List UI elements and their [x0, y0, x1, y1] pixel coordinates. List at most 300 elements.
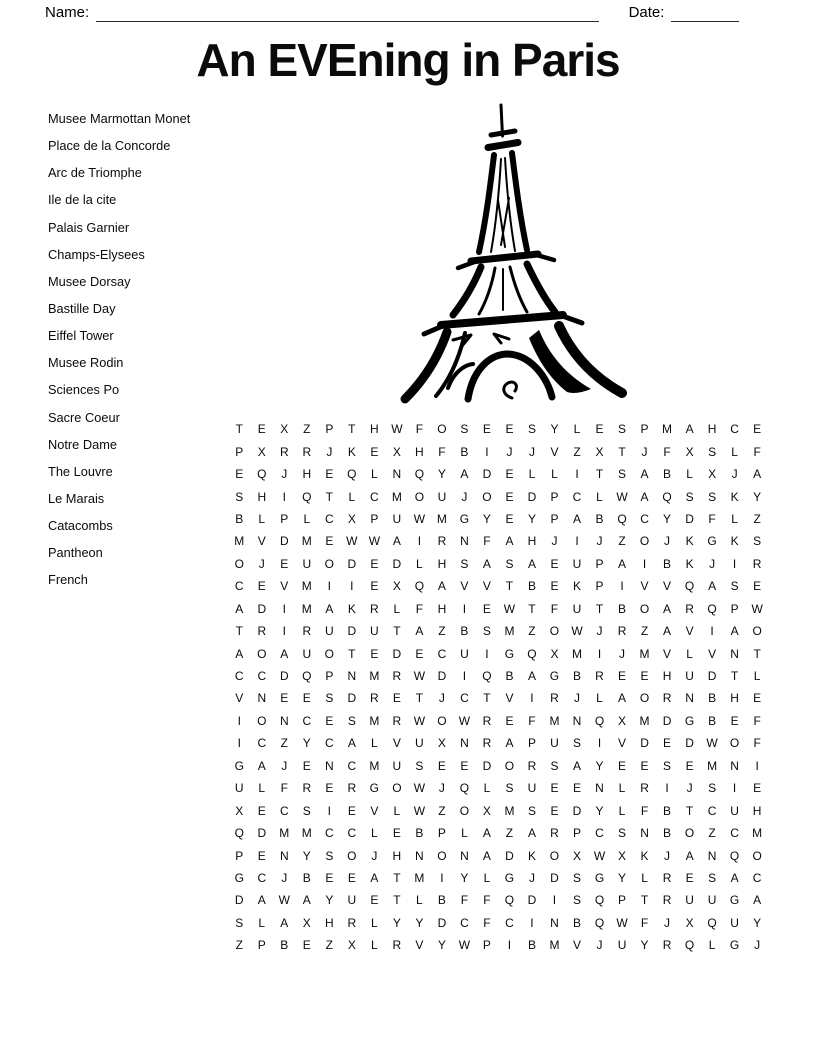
- grid-cell: A: [640, 489, 649, 504]
- grid-cell: M: [414, 870, 425, 885]
- grid-cell: I: [665, 781, 669, 796]
- grid-cell: R: [370, 601, 379, 616]
- grid-cell: Q: [504, 893, 515, 908]
- grid-cell: E: [392, 826, 401, 841]
- grid-cell: T: [505, 579, 514, 594]
- grid-cell: E: [257, 803, 266, 818]
- grid-cell: M: [279, 826, 290, 841]
- grid-cell: C: [370, 489, 379, 504]
- grid-cell: E: [280, 691, 289, 706]
- grid-cell: I: [552, 893, 557, 908]
- grid-cell: I: [327, 579, 331, 594]
- grid-cell: C: [505, 915, 514, 930]
- grid-cell: W: [413, 713, 426, 728]
- grid-cell: A: [460, 467, 469, 482]
- grid-cell: O: [324, 646, 334, 661]
- grid-cell: Y: [753, 915, 762, 930]
- grid-cell: I: [507, 938, 512, 953]
- grid-cell: I: [620, 579, 624, 594]
- grid-cell: W: [751, 601, 763, 616]
- grid-cell: W: [368, 534, 381, 549]
- grid-cell: E: [618, 669, 627, 684]
- name-label: Name:: [45, 4, 90, 21]
- grid-cell: Z: [573, 444, 581, 459]
- word-item: Musee Marmottan Monet: [48, 111, 191, 126]
- grid-cell: N: [347, 669, 357, 684]
- grid-cell: M: [369, 758, 380, 773]
- grid-cell: U: [730, 803, 739, 818]
- grid-cell: A: [482, 848, 491, 863]
- grid-cell: Q: [527, 646, 537, 661]
- grid-cell: F: [663, 444, 671, 459]
- grid-cell: H: [257, 489, 267, 504]
- grid-cell: T: [483, 691, 491, 706]
- grid-cell: F: [483, 915, 491, 930]
- grid-cell: O: [549, 848, 560, 863]
- grid-cell: H: [437, 601, 447, 616]
- grid-cell: T: [393, 870, 401, 885]
- grid-cell: O: [347, 848, 357, 863]
- grid-cell: U: [347, 893, 357, 908]
- grid-cell: B: [527, 938, 536, 953]
- grid-cell: Q: [347, 467, 357, 482]
- grid-cell: X: [618, 848, 627, 863]
- grid-cell: J: [731, 467, 738, 482]
- grid-cell: A: [730, 624, 739, 639]
- grid-cell: O: [437, 422, 447, 437]
- grid-cell: I: [237, 736, 241, 751]
- grid-cell: N: [392, 467, 402, 482]
- grid-cell: B: [280, 938, 289, 953]
- grid-cell: A: [505, 534, 514, 549]
- grid-cell: C: [257, 736, 267, 751]
- grid-cell: M: [301, 534, 312, 549]
- grid-cell: O: [504, 758, 515, 773]
- grid-cell: E: [415, 646, 424, 661]
- grid-cell: U: [550, 736, 559, 751]
- word-item: Sacre Coeur: [48, 409, 120, 425]
- grid-cell: Q: [662, 489, 672, 504]
- grid-cell: M: [504, 803, 515, 818]
- grid-cell: R: [550, 691, 559, 706]
- grid-cell: Y: [302, 736, 311, 751]
- grid-cell: D: [482, 758, 492, 773]
- grid-cell: R: [595, 669, 604, 684]
- word-item: Arc de Triomphe: [48, 165, 142, 181]
- grid-cell: E: [370, 579, 379, 594]
- grid-cell: B: [460, 624, 469, 639]
- grid-cell: L: [416, 556, 423, 571]
- grid-cell: Y: [325, 893, 334, 908]
- grid-cell: R: [685, 601, 694, 616]
- grid-cell: S: [550, 758, 559, 773]
- grid-cell: X: [595, 444, 604, 459]
- grid-cell: E: [370, 444, 379, 459]
- grid-cell: V: [505, 691, 514, 706]
- grid-cell: W: [278, 893, 290, 908]
- grid-cell: L: [731, 511, 738, 526]
- grid-cell: V: [280, 579, 289, 594]
- grid-cell: V: [235, 691, 244, 706]
- grid-cell: J: [664, 848, 671, 863]
- grid-cell: T: [325, 489, 333, 504]
- grid-cell: T: [393, 624, 401, 639]
- grid-cell: A: [302, 893, 311, 908]
- grid-cell: S: [753, 534, 762, 549]
- grid-cell: J: [281, 758, 288, 773]
- grid-cell: J: [371, 848, 378, 863]
- grid-cell: I: [732, 556, 737, 571]
- grid-cell: Z: [235, 938, 243, 953]
- grid-cell: C: [324, 826, 334, 841]
- grid-cell: U: [617, 938, 627, 953]
- grid-cell: E: [370, 893, 379, 908]
- grid-cell: M: [549, 938, 560, 953]
- grid-cell: E: [437, 758, 446, 773]
- grid-cell: S: [663, 758, 672, 773]
- grid-cell: B: [618, 601, 627, 616]
- grid-cell: I: [597, 736, 602, 751]
- grid-cell: W: [413, 781, 426, 796]
- grid-cell: A: [257, 758, 266, 773]
- grid-cell: N: [685, 691, 694, 706]
- grid-cell: Q: [302, 669, 312, 684]
- grid-cell: C: [234, 669, 244, 684]
- grid-cell: Y: [482, 511, 491, 526]
- grid-cell: P: [550, 511, 559, 526]
- name-blank-line[interactable]: [96, 6, 599, 22]
- grid-cell: D: [527, 893, 537, 908]
- date-blank-line[interactable]: [671, 6, 739, 22]
- grid-cell: J: [438, 781, 445, 796]
- grid-cell: A: [482, 556, 491, 571]
- grid-cell: Y: [460, 870, 469, 885]
- grid-cell: K: [640, 848, 649, 863]
- grid-cell: H: [707, 422, 717, 437]
- grid-cell: F: [753, 444, 761, 459]
- grid-cell: N: [279, 848, 289, 863]
- grid-cell: J: [528, 444, 535, 459]
- grid-cell: I: [530, 691, 534, 706]
- grid-cell: F: [708, 511, 716, 526]
- grid-cell: D: [550, 870, 559, 885]
- grid-cell: S: [708, 870, 717, 885]
- grid-cell: L: [483, 870, 491, 885]
- grid-cell: X: [302, 915, 311, 930]
- grid-cell: E: [325, 467, 334, 482]
- grid-cell: S: [572, 893, 581, 908]
- grid-cell: R: [392, 713, 402, 728]
- grid-cell: J: [641, 444, 648, 459]
- grid-cell: W: [616, 489, 628, 504]
- grid-cell: C: [572, 489, 582, 504]
- grid-cell: P: [527, 736, 536, 751]
- grid-cell: C: [640, 511, 649, 526]
- grid-cell: I: [642, 556, 647, 571]
- grid-cell: T: [235, 624, 243, 639]
- grid-cell: Q: [684, 579, 695, 594]
- grid-cell: D: [257, 826, 267, 841]
- grid-cell: R: [437, 534, 447, 549]
- grid-cell: T: [528, 601, 536, 616]
- grid-cell: E: [347, 803, 356, 818]
- grid-cell: G: [504, 870, 515, 885]
- grid-cell: R: [347, 781, 357, 796]
- grid-cell: I: [710, 624, 714, 639]
- grid-cell: E: [595, 422, 604, 437]
- grid-cell: V: [460, 579, 469, 594]
- grid-cell: N: [707, 848, 717, 863]
- grid-cell: A: [257, 893, 266, 908]
- grid-cell: Z: [280, 736, 288, 751]
- grid-cell: N: [460, 736, 469, 751]
- grid-cell: A: [370, 870, 379, 885]
- grid-cell: S: [572, 870, 581, 885]
- grid-cell: S: [572, 736, 581, 751]
- grid-cell: Q: [594, 713, 605, 728]
- grid-cell: E: [302, 691, 311, 706]
- grid-cell: M: [504, 624, 515, 639]
- grid-cell: A: [708, 579, 717, 594]
- grid-cell: T: [393, 893, 401, 908]
- grid-cell: J: [551, 534, 558, 549]
- grid-cell: A: [730, 870, 739, 885]
- grid-cell: D: [234, 893, 244, 908]
- grid-cell: M: [571, 646, 582, 661]
- grid-cell: L: [753, 669, 761, 684]
- grid-cell: O: [752, 624, 762, 639]
- grid-cell: A: [347, 736, 356, 751]
- grid-cell: E: [302, 758, 311, 773]
- grid-cell: U: [234, 781, 244, 796]
- grid-cell: I: [462, 669, 467, 684]
- grid-cell: I: [417, 534, 422, 549]
- grid-cell: A: [618, 556, 627, 571]
- grid-cell: E: [685, 758, 694, 773]
- grid-cell: E: [685, 870, 694, 885]
- grid-cell: D: [437, 669, 447, 684]
- grid-cell: D: [572, 803, 582, 818]
- grid-cell: U: [437, 489, 447, 504]
- grid-cell: H: [662, 669, 672, 684]
- grid-cell: H: [527, 534, 537, 549]
- grid-cell: P: [280, 511, 289, 526]
- grid-cell: A: [572, 758, 581, 773]
- grid-cell: J: [326, 444, 333, 459]
- word-item: Notre Dame: [48, 436, 117, 452]
- grid-cell: D: [505, 848, 514, 863]
- grid-cell: Y: [437, 467, 446, 482]
- grid-cell: M: [301, 579, 312, 594]
- grid-cell: Y: [618, 870, 627, 885]
- grid-cell: G: [504, 646, 515, 661]
- grid-cell: D: [527, 489, 537, 504]
- grid-cell: H: [752, 803, 762, 818]
- grid-cell: H: [415, 444, 424, 459]
- grid-cell: D: [437, 915, 447, 930]
- grid-cell: S: [730, 579, 739, 594]
- grid-cell: F: [528, 713, 536, 728]
- grid-cell: E: [505, 511, 514, 526]
- word-item: Champs-Elysees: [48, 246, 145, 262]
- grid-cell: A: [640, 467, 649, 482]
- grid-cell: L: [596, 691, 603, 706]
- grid-cell: E: [550, 556, 559, 571]
- grid-cell: D: [347, 624, 357, 639]
- grid-cell: A: [482, 826, 491, 841]
- grid-cell: O: [684, 826, 695, 841]
- grid-cell: P: [618, 893, 627, 908]
- grid-cell: B: [663, 467, 672, 482]
- grid-cell: P: [370, 511, 379, 526]
- grid-cell: O: [437, 848, 447, 863]
- grid-cell: R: [392, 938, 402, 953]
- grid-cell: D: [482, 467, 492, 482]
- grid-cell: Z: [505, 826, 514, 841]
- grid-cell: O: [392, 781, 402, 796]
- grid-cell: C: [460, 915, 469, 930]
- grid-cell: D: [347, 691, 357, 706]
- grid-cell: J: [596, 534, 603, 549]
- grid-cell: Y: [550, 422, 559, 437]
- grid-cell: S: [325, 848, 334, 863]
- grid-cell: P: [482, 938, 491, 953]
- grid-cell: A: [325, 601, 334, 616]
- grid-cell: P: [550, 489, 559, 504]
- grid-cell: R: [347, 915, 357, 930]
- grid-cell: I: [327, 803, 331, 818]
- grid-cell: M: [369, 713, 380, 728]
- page-title: An EVEning in Paris: [196, 34, 620, 86]
- grid-cell: J: [258, 556, 265, 571]
- grid-cell: T: [595, 467, 604, 482]
- grid-cell: A: [572, 511, 581, 526]
- grid-cell: R: [482, 713, 492, 728]
- grid-cell: J: [528, 870, 535, 885]
- date-label: Date:: [628, 4, 665, 21]
- grid-cell: K: [572, 579, 581, 594]
- grid-cell: W: [458, 938, 471, 953]
- grid-cell: W: [571, 624, 583, 639]
- grid-cell: P: [325, 422, 334, 437]
- eiffel-tower-illustration: [391, 102, 631, 407]
- grid-cell: P: [325, 669, 334, 684]
- grid-cell: A: [280, 915, 289, 930]
- grid-cell: A: [527, 556, 536, 571]
- word-search-grid: [228, 418, 768, 957]
- grid-cell: W: [503, 601, 516, 616]
- grid-cell: K: [527, 848, 536, 863]
- grid-cell: K: [347, 601, 356, 616]
- grid-cell: Y: [640, 938, 649, 953]
- grid-cell: L: [371, 915, 378, 930]
- word-item: Musee Rodin: [48, 355, 124, 371]
- grid-cell: S: [505, 556, 514, 571]
- grid-cell: A: [685, 422, 694, 437]
- grid-cell: A: [753, 467, 762, 482]
- grid-cell: O: [324, 556, 334, 571]
- grid-cell: S: [347, 713, 356, 728]
- grid-cell: X: [685, 915, 694, 930]
- grid-cell: V: [550, 444, 559, 459]
- grid-cell: T: [618, 444, 626, 459]
- grid-cell: T: [235, 422, 243, 437]
- grid-cell: C: [730, 826, 739, 841]
- grid-cell: J: [754, 938, 761, 953]
- grid-cell: A: [415, 624, 424, 639]
- grid-cell: T: [348, 646, 356, 661]
- grid-cell: S: [708, 489, 717, 504]
- grid-cell: J: [438, 691, 445, 706]
- grid-cell: S: [685, 489, 694, 504]
- grid-cell: N: [460, 848, 469, 863]
- grid-cell: D: [279, 534, 289, 549]
- grid-cell: L: [461, 826, 468, 841]
- grid-cell: L: [618, 803, 626, 818]
- grid-cell: O: [549, 624, 560, 639]
- grid-cell: T: [685, 803, 694, 818]
- grid-cell: E: [325, 870, 334, 885]
- grid-cell: K: [347, 444, 356, 459]
- eiffel-tower-svg: [391, 102, 631, 407]
- grid-cell: G: [594, 870, 605, 885]
- word-item: Palais Garnier: [48, 219, 130, 235]
- grid-cell: O: [437, 713, 447, 728]
- grid-cell: U: [572, 601, 582, 616]
- grid-cell: E: [302, 938, 311, 953]
- grid-cell: X: [708, 467, 717, 482]
- grid-cell: B: [572, 915, 581, 930]
- grid-cell: R: [662, 870, 672, 885]
- grid-cell: N: [572, 713, 582, 728]
- grid-cell: I: [282, 601, 286, 616]
- grid-cell: I: [530, 915, 534, 930]
- grid-cell: A: [235, 646, 244, 661]
- word-item: French: [48, 572, 88, 588]
- grid-cell: J: [686, 781, 693, 796]
- grid-cell: A: [527, 826, 536, 841]
- grid-cell: Y: [595, 758, 604, 773]
- grid-cell: H: [437, 556, 447, 571]
- grid-cell: X: [550, 646, 559, 661]
- grid-cell: O: [459, 803, 470, 818]
- grid-cell: H: [302, 467, 312, 482]
- grid-cell: Z: [618, 534, 626, 549]
- grid-cell: E: [280, 556, 289, 571]
- grid-cell: P: [437, 826, 446, 841]
- grid-cell: Q: [482, 669, 492, 684]
- grid-cell: P: [730, 601, 739, 616]
- grid-cell: Z: [640, 624, 649, 639]
- grid-cell: T: [640, 893, 649, 908]
- grid-cell: O: [729, 736, 740, 751]
- grid-cell: S: [415, 758, 424, 773]
- grid-cell: C: [347, 826, 357, 841]
- grid-cell: L: [393, 803, 401, 818]
- grid-cell: Y: [415, 915, 424, 930]
- grid-cell: Q: [684, 938, 695, 953]
- grid-cell: M: [639, 713, 650, 728]
- grid-cell: U: [302, 646, 312, 661]
- grid-cell: S: [460, 422, 469, 437]
- grid-cell: Y: [437, 938, 446, 953]
- grid-cell: E: [550, 803, 559, 818]
- grid-cell: Q: [594, 893, 605, 908]
- grid-cell: G: [549, 669, 560, 684]
- grid-cell: L: [551, 467, 558, 482]
- word-item: The Louvre: [48, 463, 113, 479]
- word-item: Eiffel Tower: [48, 328, 114, 344]
